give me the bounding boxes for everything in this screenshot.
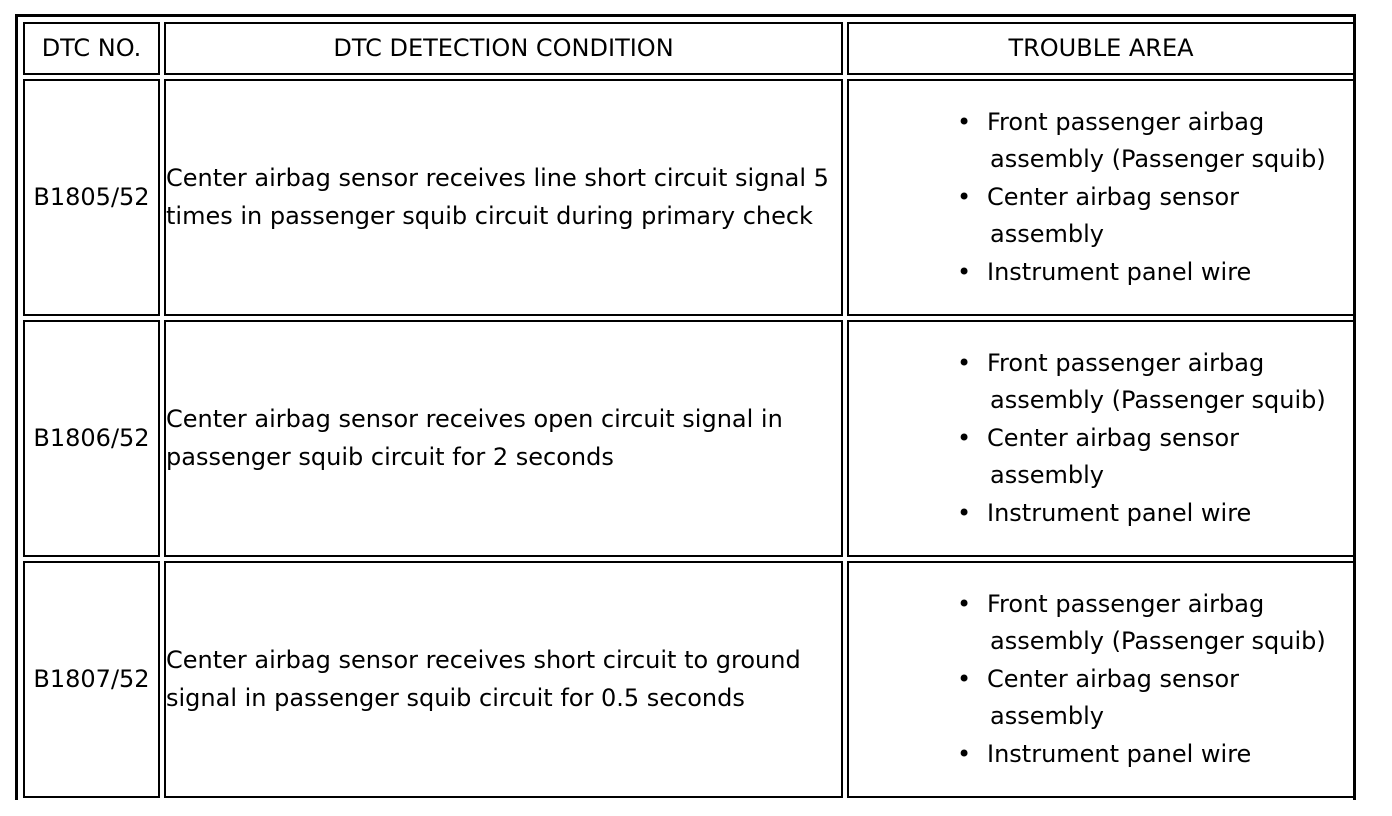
list-item	[957, 345, 1353, 420]
trouble-area-text: Front passenger airbag	[987, 107, 1265, 136]
bullet-icon: •	[957, 257, 972, 286]
trouble-area-cell	[847, 320, 1355, 557]
trouble-area-text: Center airbag sensor	[987, 423, 1239, 452]
list-item	[957, 495, 1353, 533]
trouble-area-text: Instrument panel wire	[987, 739, 1252, 768]
bullet-icon: •	[957, 182, 972, 211]
dtc-code-cell: B1805/52	[23, 79, 160, 316]
trouble-area-text: Front passenger airbag	[987, 589, 1265, 618]
trouble-area-text-continued: assembly	[990, 220, 1104, 249]
trouble-area-text: Instrument panel wire	[987, 257, 1252, 286]
trouble-area-text: Front passenger airbag	[987, 348, 1265, 377]
trouble-area-text-continued: assembly (Passenger squib)	[990, 386, 1326, 415]
trouble-area-text-continued: assembly	[990, 702, 1104, 731]
bullet-icon: •	[957, 423, 972, 452]
trouble-area-text-continued: assembly (Passenger squib)	[990, 627, 1326, 656]
trouble-area-cell	[847, 79, 1355, 316]
dtc-code-cell: B1806/52	[23, 320, 160, 557]
trouble-area-list	[849, 586, 1353, 774]
trouble-area-text-continued: assembly (Passenger squib)	[990, 145, 1326, 174]
header-detection-condition: DTC DETECTION CONDITION	[164, 22, 843, 75]
list-item	[957, 661, 1353, 736]
list-item	[957, 420, 1353, 495]
bullet-icon: •	[957, 107, 972, 136]
table-row	[23, 320, 1355, 557]
bullet-icon: •	[957, 739, 972, 768]
trouble-area-text: Center airbag sensor	[987, 664, 1239, 693]
bullet-icon: •	[957, 348, 972, 377]
detection-condition-cell: Center airbag sensor receives short circuit to ground signal in passenger squib circuit for 0.5 seconds	[164, 561, 843, 798]
header-trouble-area: TROUBLE AREA	[847, 22, 1355, 75]
table-row	[23, 79, 1355, 316]
list-item	[957, 736, 1353, 774]
trouble-area-list	[849, 345, 1353, 533]
trouble-area-list	[849, 104, 1353, 292]
detection-condition-cell: Center airbag sensor receives open circuit signal in passenger squib circuit for 2 seconds	[164, 320, 843, 557]
bullet-icon: •	[957, 664, 972, 693]
list-item	[957, 254, 1353, 292]
trouble-area-text: Center airbag sensor	[987, 182, 1239, 211]
dtc-code-cell: B1807/52	[23, 561, 160, 798]
list-item	[957, 179, 1353, 254]
dtc-table	[19, 18, 1359, 802]
bullet-icon: •	[957, 498, 972, 527]
table-row	[23, 561, 1355, 798]
bullet-icon: •	[957, 589, 972, 618]
trouble-area-text-continued: assembly	[990, 461, 1104, 490]
list-item	[957, 586, 1353, 661]
header-dtc-no: DTC NO.	[23, 22, 160, 75]
trouble-area-cell	[847, 561, 1355, 798]
header-row	[23, 22, 1355, 75]
trouble-area-text: Instrument panel wire	[987, 498, 1252, 527]
detection-condition-cell: Center airbag sensor receives line short circuit signal 5 times in passenger squib circuit during primary check	[164, 79, 843, 316]
list-item	[957, 104, 1353, 179]
